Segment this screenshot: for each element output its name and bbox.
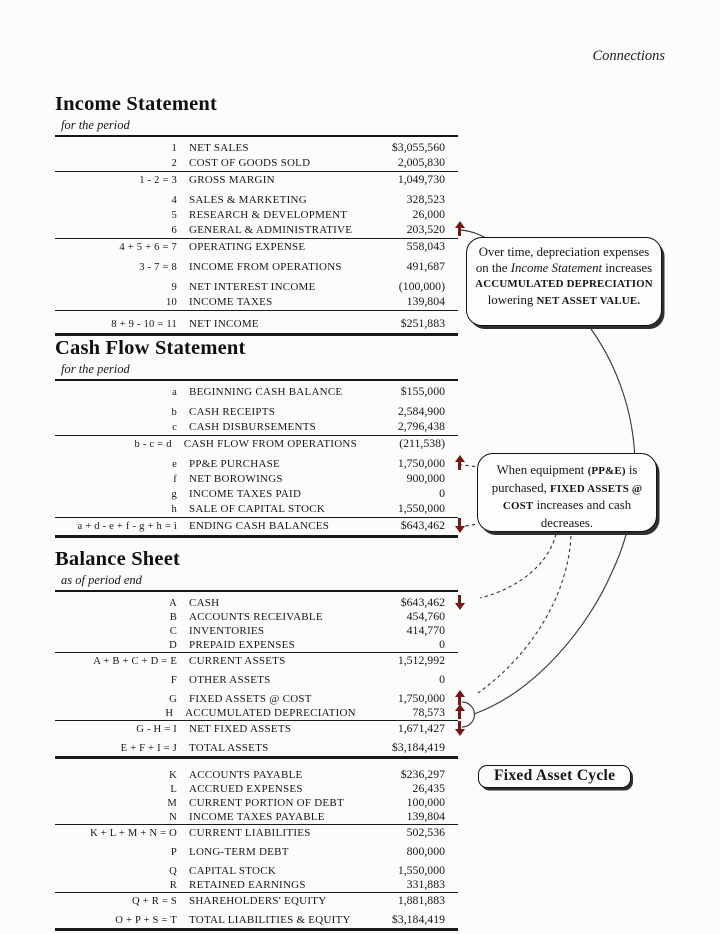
fixed-asset-cycle-label: Fixed Asset Cycle	[478, 765, 631, 788]
row-value: 100,000	[406, 794, 445, 809]
row-label: SALES & MARKETING	[189, 193, 307, 206]
statement-row	[55, 239, 458, 254]
row-value: 414,770	[406, 622, 445, 637]
cash-flow-rows	[55, 384, 458, 538]
row-label: INCOME TAXES	[189, 295, 273, 308]
row-formula: N	[169, 811, 177, 823]
row-formula: G - H = I	[136, 723, 177, 735]
balance-sheet-section	[55, 547, 458, 931]
row-label: NET FIXED ASSETS	[189, 722, 292, 735]
row-value: 1,750,000	[397, 690, 445, 705]
row-formula: B	[169, 611, 177, 623]
trend-arrow-down-icon	[454, 720, 465, 736]
row-label: GENERAL & ADMINISTRATIVE	[189, 223, 353, 236]
row-value: 1,512,992	[397, 652, 445, 667]
row-value: 203,520	[406, 221, 445, 236]
row-value: 800,000	[406, 843, 445, 858]
statement-row	[55, 222, 458, 237]
head-rule	[55, 590, 458, 592]
row-formula: K	[169, 769, 177, 781]
row-formula: H	[165, 707, 174, 719]
connector-dash-to-cash-row	[480, 534, 556, 598]
row-formula: C	[169, 625, 177, 637]
rule-single	[55, 310, 458, 311]
row-formula: G	[169, 693, 177, 705]
row-formula: O + P + S = T	[115, 915, 177, 927]
rule-double	[55, 756, 458, 759]
row-label: NET INCOME	[189, 318, 259, 331]
row-label: INCOME TAXES PAYABLE	[189, 810, 325, 823]
row-value: $3,184,419	[391, 912, 445, 927]
row-formula: 1	[171, 142, 177, 154]
callout-text-segment: (PP&E)	[587, 465, 626, 477]
row-formula: E + F + I = J	[120, 742, 177, 754]
row-label: ACCUMULATED DEPRECIATION	[185, 706, 356, 719]
statement-row	[55, 740, 458, 754]
statement-row	[55, 419, 458, 434]
row-formula: 4 + 5 + 6 = 7	[119, 241, 177, 253]
row-value: (211,538)	[399, 435, 445, 450]
callout-text-segment: When equipment	[496, 463, 588, 477]
row-formula: c	[172, 421, 177, 433]
callout-text-segment: NET ASSET VALUE.	[536, 294, 641, 307]
callout-ppe	[477, 453, 657, 532]
statement-row	[55, 893, 458, 907]
statement-row	[55, 140, 458, 155]
row-label: NET BOROWINGS	[189, 472, 283, 485]
statement-row	[55, 172, 458, 187]
statement-row	[55, 404, 458, 419]
row-label: NET SALES	[189, 141, 249, 154]
row-label: INCOME TAXES PAID	[189, 487, 302, 500]
row-label: CASH	[189, 596, 220, 609]
row-value: 1,881,883	[397, 893, 445, 908]
callout-text-segment: lowering	[487, 292, 537, 307]
row-label: CURRENT ASSETS	[189, 654, 286, 667]
statement-row	[55, 691, 458, 705]
row-value: 328,523	[406, 191, 445, 206]
row-formula: Q + R = S	[132, 896, 177, 908]
row-formula: M	[167, 797, 177, 809]
row-formula: 1 - 2 = 3	[139, 174, 177, 186]
row-value: $3,055,560	[391, 139, 445, 154]
row-value: 454,760	[406, 608, 445, 623]
page-header-connections: Connections	[592, 48, 665, 64]
row-label: PREPAID EXPENSES	[189, 638, 295, 651]
row-value: 26,435	[412, 780, 445, 795]
cash-flow-statement-section	[55, 336, 458, 538]
row-value: 0	[439, 636, 445, 651]
row-formula: 10	[166, 296, 177, 308]
row-label: LONG-TERM DEBT	[189, 845, 289, 858]
trend-arrow-down-icon	[454, 594, 465, 610]
head-rule	[55, 135, 458, 137]
row-label: TOTAL LIABILITIES & EQUITY	[189, 914, 351, 927]
row-value: 0	[439, 485, 445, 500]
row-label: PP&E PURCHASE	[189, 457, 280, 470]
callout-text-segment: Over time, depreciation expenses on the	[475, 245, 650, 275]
statement-row	[55, 825, 458, 839]
row-value: 139,804	[406, 293, 445, 308]
cash-flow-title: Cash Flow Statement	[55, 337, 246, 359]
callout-text-segment: FIXED ASSETS @ COST	[502, 482, 643, 512]
row-formula: D	[169, 639, 177, 651]
statement-row	[55, 672, 458, 686]
row-label: NET INTEREST INCOME	[189, 280, 316, 293]
row-label: ACCOUNTS PAYABLE	[189, 768, 303, 781]
statement-row	[55, 781, 458, 795]
statement-row	[55, 155, 458, 170]
row-label: RETAINED EARNINGS	[189, 878, 306, 891]
callout-depreciation-text	[475, 245, 653, 307]
row-formula: L	[170, 783, 177, 795]
row-value: 502,536	[406, 824, 445, 839]
head-rule	[55, 379, 458, 381]
statement-row	[55, 609, 458, 623]
statement-row	[55, 795, 458, 809]
statement-row	[55, 623, 458, 637]
row-value: 331,883	[406, 876, 445, 891]
row-value: 900,000	[406, 470, 445, 485]
row-label: ENDING CASH BALANCES	[189, 519, 330, 532]
statement-row	[55, 294, 458, 309]
row-formula: a	[172, 386, 177, 398]
row-label: CASH FLOW FROM OPERATIONS	[183, 437, 357, 450]
row-value: 139,804	[406, 808, 445, 823]
row-value: $236,297	[400, 766, 445, 781]
row-formula: h	[171, 503, 177, 515]
callout-text-segment: increases	[605, 260, 653, 275]
callout-ppe-text	[492, 463, 643, 530]
row-formula: 5	[171, 209, 177, 221]
row-label: BEGINNING CASH BALANCE	[189, 385, 343, 398]
row-label: CASH RECEIPTS	[189, 405, 276, 418]
statement-row	[55, 518, 458, 533]
row-formula: g	[171, 488, 177, 500]
callout-text-segment: Income Statement	[510, 260, 603, 275]
statement-row	[55, 501, 458, 516]
row-value: $3,184,419	[391, 739, 445, 754]
row-value: 1,671,427	[397, 720, 445, 735]
row-value: 26,000	[412, 206, 445, 221]
callout-text-segment: increases and cash decreases.	[536, 498, 632, 530]
callout-text-segment: ACCUMULATED DEPRECIATION	[475, 278, 653, 290]
row-label: CASH DISBURSEMENTS	[189, 420, 317, 433]
income-statement-rows	[55, 140, 458, 336]
row-formula: K + L + M + N = O	[90, 827, 177, 839]
row-label: GROSS MARGIN	[189, 173, 275, 186]
row-label: OPERATING EXPENSE	[189, 240, 306, 253]
statement-row	[55, 637, 458, 651]
row-label: CURRENT LIABILITIES	[189, 826, 311, 839]
row-formula: R	[169, 879, 177, 891]
row-label: TOTAL ASSETS	[189, 741, 269, 754]
statement-row	[55, 279, 458, 294]
statement-row	[55, 436, 458, 451]
row-value: 1,049,730	[397, 171, 445, 186]
statement-row	[55, 316, 458, 331]
row-value: $643,462	[400, 517, 445, 532]
row-value: 558,043	[406, 238, 445, 253]
trend-arrow-down-icon	[454, 517, 465, 533]
row-value: 1,550,000	[397, 500, 445, 515]
row-value: $155,000	[400, 383, 445, 398]
row-formula: 6	[171, 224, 177, 236]
row-formula: A	[169, 597, 177, 609]
row-value: 0	[439, 671, 445, 686]
statement-row	[55, 912, 458, 926]
row-formula: F	[170, 674, 177, 686]
row-label: INVENTORIES	[189, 624, 265, 637]
callout-depreciation	[466, 237, 662, 326]
statement-row	[55, 863, 458, 877]
row-value: $251,883	[400, 316, 445, 331]
callout-text-segment: is purchased,	[491, 463, 638, 495]
statement-row	[55, 705, 458, 719]
statement-row	[55, 595, 458, 609]
rule-double	[55, 535, 458, 538]
row-formula: 3 - 7 = 8	[139, 261, 177, 273]
row-formula: a + d - e + f - g + h = i	[77, 520, 177, 532]
row-value: 1,550,000	[397, 862, 445, 877]
statement-row	[55, 207, 458, 222]
row-label: SALE OF CAPITAL STOCK	[189, 502, 326, 515]
row-label: FIXED ASSETS @ COST	[189, 692, 312, 705]
row-value: 2,005,830	[397, 154, 445, 169]
trend-arrow-up-icon	[454, 704, 465, 720]
statement-row	[55, 721, 458, 735]
row-formula: b - c = d	[134, 438, 172, 450]
row-formula: A + B + C + D = E	[93, 655, 177, 667]
row-formula: 4	[171, 194, 177, 206]
statement-row	[55, 471, 458, 486]
statement-row	[55, 192, 458, 207]
row-formula: Q	[169, 865, 177, 877]
row-label: INCOME FROM OPERATIONS	[189, 260, 342, 273]
trend-arrow-up-icon	[454, 455, 465, 471]
row-label: OTHER ASSETS	[189, 673, 271, 686]
row-formula: 8 + 9 - 10 = 11	[111, 319, 177, 331]
row-value: (100,000)	[398, 278, 445, 293]
income-statement-title: Income Statement	[55, 93, 218, 115]
statement-row	[55, 767, 458, 781]
statement-row	[55, 877, 458, 891]
row-label: CURRENT PORTION OF DEBT	[189, 796, 344, 809]
balance-sheet-subtitle: as of period end	[61, 573, 142, 587]
statement-row	[55, 809, 458, 823]
statement-row	[55, 259, 458, 274]
statement-row	[55, 844, 458, 858]
row-value: 1,750,000	[397, 455, 445, 470]
statement-row	[55, 486, 458, 501]
row-formula: f	[173, 473, 177, 485]
row-value: 78,573	[412, 704, 445, 719]
statement-row	[55, 384, 458, 399]
trend-arrow-up-icon	[454, 221, 465, 237]
row-label: ACCOUNTS RECEIVABLE	[189, 610, 323, 623]
statement-row	[55, 653, 458, 667]
connector-dash-to-fixed-assets-row	[478, 536, 571, 693]
statement-row	[55, 456, 458, 471]
row-label: RESEARCH & DEVELOPMENT	[189, 208, 348, 221]
row-value: $643,462	[400, 594, 445, 609]
row-label: COST OF GOODS SOLD	[189, 156, 311, 169]
row-formula: e	[172, 458, 177, 470]
cash-flow-subtitle: for the period	[61, 362, 130, 376]
rule-double	[55, 928, 458, 931]
row-label: SHAREHOLDERS' EQUITY	[189, 895, 327, 908]
balance-sheet-rows	[55, 595, 458, 931]
income-statement-section	[55, 92, 458, 336]
income-statement-subtitle: for the period	[61, 118, 130, 132]
row-formula: 9	[171, 281, 177, 293]
row-label: CAPITAL STOCK	[189, 864, 277, 877]
row-label: ACCRUED EXPENSES	[189, 782, 303, 795]
row-value: 2,584,900	[397, 403, 445, 418]
row-formula: P	[170, 846, 177, 858]
balance-sheet-title: Balance Sheet	[55, 548, 181, 570]
row-value: 2,796,438	[397, 418, 445, 433]
row-formula: 2	[171, 157, 177, 169]
row-value: 491,687	[406, 258, 445, 273]
row-formula: b	[171, 406, 177, 418]
